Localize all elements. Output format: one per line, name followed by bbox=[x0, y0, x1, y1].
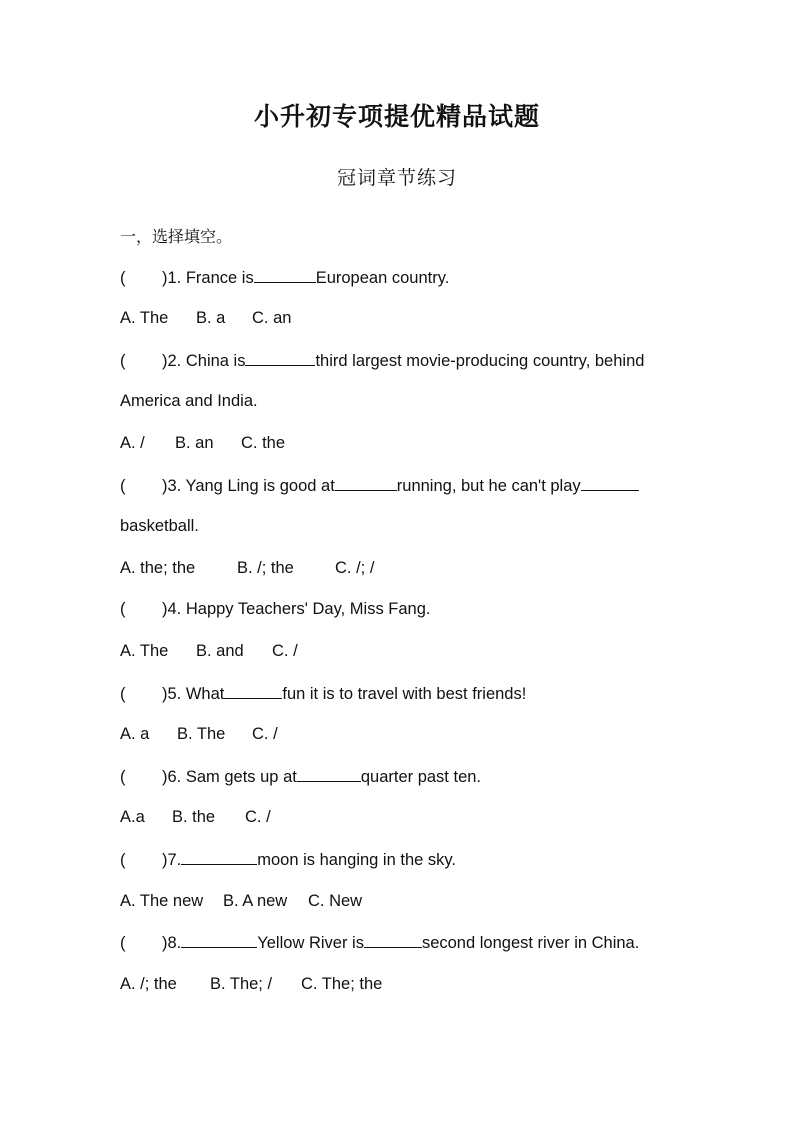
question-1-options bbox=[120, 307, 291, 329]
option-c: C. New bbox=[308, 892, 363, 910]
answer-paren: ( bbox=[120, 851, 126, 869]
option-a: A. The bbox=[120, 309, 169, 327]
option-b: B. a bbox=[196, 309, 226, 327]
question-text: Yellow River is bbox=[257, 934, 364, 952]
option-a: A. The new bbox=[120, 892, 204, 910]
question-3-continued: basketball. bbox=[120, 517, 199, 535]
option-b: B. A new bbox=[223, 892, 288, 910]
option-a: A.a bbox=[120, 808, 145, 826]
question-text: fun it is to travel with best friends! bbox=[282, 685, 527, 703]
answer-paren: ( bbox=[120, 685, 126, 703]
question-5-options bbox=[120, 723, 278, 745]
question-6-options bbox=[120, 806, 271, 828]
question-text: Happy Teachers' Day, Miss Fang. bbox=[181, 600, 431, 618]
option-c: C. an bbox=[252, 309, 292, 327]
question-text: moon is hanging in the sky. bbox=[257, 851, 456, 869]
answer-paren: ( bbox=[120, 352, 126, 370]
question-number: )7. bbox=[162, 851, 182, 869]
option-a: A. /; the bbox=[120, 975, 177, 993]
question-text: European country. bbox=[315, 269, 450, 287]
question-number: )2. bbox=[162, 352, 182, 370]
question-number: )6. bbox=[162, 768, 182, 786]
option-c: C. /; / bbox=[335, 559, 375, 577]
question-text: Yang Ling is good at bbox=[181, 477, 335, 495]
question-2-options bbox=[120, 432, 285, 454]
question-8-options bbox=[120, 973, 382, 995]
question-4 bbox=[120, 598, 431, 620]
question-3-options bbox=[120, 557, 374, 579]
option-a: A. the; the bbox=[120, 559, 196, 577]
option-b: B. The bbox=[177, 725, 226, 743]
section-heading: 一，选择填空。 bbox=[120, 227, 233, 246]
option-a: A. The bbox=[120, 642, 169, 660]
answer-blank bbox=[254, 266, 316, 283]
option-b: B. and bbox=[196, 642, 244, 660]
question-7-options bbox=[120, 890, 362, 912]
question-text: What bbox=[181, 685, 225, 703]
answer-blank bbox=[297, 765, 361, 782]
answer-paren: ( bbox=[120, 600, 126, 618]
question-3 bbox=[120, 474, 639, 497]
question-text: running, but he can't play bbox=[396, 477, 581, 495]
answer-blank bbox=[181, 848, 257, 865]
answer-blank bbox=[224, 682, 282, 699]
question-number: )1. bbox=[162, 269, 182, 287]
answer-paren: ( bbox=[120, 269, 126, 287]
question-text: third largest movie-producing country, behind bbox=[315, 352, 645, 370]
question-text: Sam gets up at bbox=[181, 768, 297, 786]
question-number: )3. bbox=[162, 477, 182, 495]
question-text: second longest river in China. bbox=[421, 934, 640, 952]
question-2-continued: America and India. bbox=[120, 392, 258, 410]
answer-blank bbox=[581, 474, 639, 491]
question-text: quarter past ten. bbox=[360, 768, 482, 786]
question-2 bbox=[120, 349, 644, 372]
option-b: B. /; the bbox=[237, 559, 294, 577]
question-7 bbox=[120, 848, 456, 871]
option-c: C. the bbox=[241, 434, 286, 452]
question-text: China is bbox=[181, 352, 246, 370]
question-1 bbox=[120, 266, 449, 289]
page-subtitle: 冠词章节练习 bbox=[336, 167, 457, 189]
option-a: A. / bbox=[120, 434, 145, 452]
question-5 bbox=[120, 682, 526, 705]
option-b: B. the bbox=[172, 808, 216, 826]
option-c: C. The; the bbox=[301, 975, 383, 993]
question-number: )5. bbox=[162, 685, 182, 703]
question-text: France is bbox=[181, 269, 254, 287]
answer-blank bbox=[335, 474, 397, 491]
question-number: )8. bbox=[162, 934, 182, 952]
option-b: B. an bbox=[175, 434, 214, 452]
question-8 bbox=[120, 931, 639, 954]
answer-blank bbox=[364, 931, 422, 948]
answer-paren: ( bbox=[120, 934, 126, 952]
answer-blank bbox=[181, 931, 257, 948]
answer-paren: ( bbox=[120, 477, 126, 495]
option-a: A. a bbox=[120, 725, 150, 743]
question-number: )4. bbox=[162, 600, 182, 618]
question-4-options bbox=[120, 640, 298, 662]
option-c: C. / bbox=[245, 808, 271, 826]
option-c: C. / bbox=[272, 642, 298, 660]
answer-blank bbox=[245, 349, 315, 366]
option-b: B. The; / bbox=[210, 975, 273, 993]
page-title: 小升初专项提优精品试题 bbox=[253, 102, 540, 131]
answer-paren: ( bbox=[120, 768, 126, 786]
option-c: C. / bbox=[252, 725, 278, 743]
question-6 bbox=[120, 765, 481, 788]
